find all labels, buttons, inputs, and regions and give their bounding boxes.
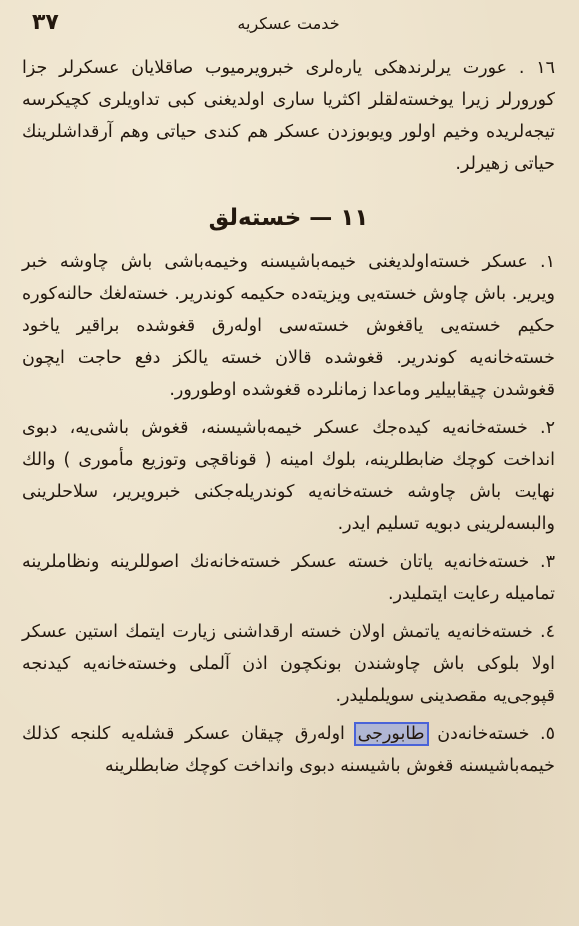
paragraph-5-before: ٥. خستەخانەدن [426,724,556,744]
paragraph-2: ٢. خستەخانەيه کيدەجك عسکر خيمەباشيسنه، قغوش باشی‌يه، دبوی انداخت کوچك ضابطلرينه، بلوك امينه ( قوناقچی وتوزيع مأموری ) والك نهايت باش چاوشه خستەخانەيه کوندريلەجکنی خبرويرير، سلاحلرينی والبسەلرينی دبويه تسليم ايدر. [22,418,555,534]
intro-paragraph: ١٦ . عورت يرلرندهکی يارەلری خبرويرميوب صاقلايان عسکرلر جزا کورورلر زيرا يوخستەلقلر اکثريا ساری اولديغنی کبی تداويلری کچيکرسه تيجەلريده وخيم اولور ويوبوزدن عسکر هم کندی حياتی وهم آرقداشلرينك حياتی زهيرلر. [22,58,555,174]
page-number: ٣٧ [32,10,59,35]
page-body [22,52,555,782]
paragraph-5 [22,718,555,782]
running-head: خدمت عسکريه [237,14,340,33]
paragraph-4: ٤. خستەخانەيه ياتمش اولان خسته ارقداشنی زيارت ايتمك استين عسکر اولا بلوکی باش چاوشندن بونکچون اذن آلملی وخستەخانەيه کيدنجه قپوجی‌يه مقصدينی سويلملیدر. [22,622,555,706]
paragraph-3: ٣. خستەخانەيه ياتان خسته عسکر خستەخانەنك اصوللرينه ونظاملرينه تماميله رعايت ايتملیدر. [22,552,555,604]
page-header [24,10,553,40]
paragraph-5-after: اولەرق چيقان عسکر قشلەيه کلنجه کذلك خيمەباشيسنه قغوش باشيسنه دبوی وانداخت کوچك ضابطلرينه [22,724,555,776]
highlighted-word[interactable]: طابورجی [357,724,425,744]
paragraph-1: ١. عسکر خستەاولديغنی خيمەباشيسنه وخيمەباشی باش چاوشه خبر ويرير. باش چاوش خستەيی ويزيتەده حکيمه کوندرير. خستەلغك حالنەکوره حکيم خستەيی ياقغوش خستەسی اولەرق قغوشده براقير ياخود خستەخانەيه کوندرير. قغوشده قالان خسته يالکز دفع حاجت ايچون قغوشدن چيقابيلير وماعدا زمانلرده قغوشده اوطورور. [22,252,555,400]
section-title: ١١ — خستەلق [208,205,369,231]
